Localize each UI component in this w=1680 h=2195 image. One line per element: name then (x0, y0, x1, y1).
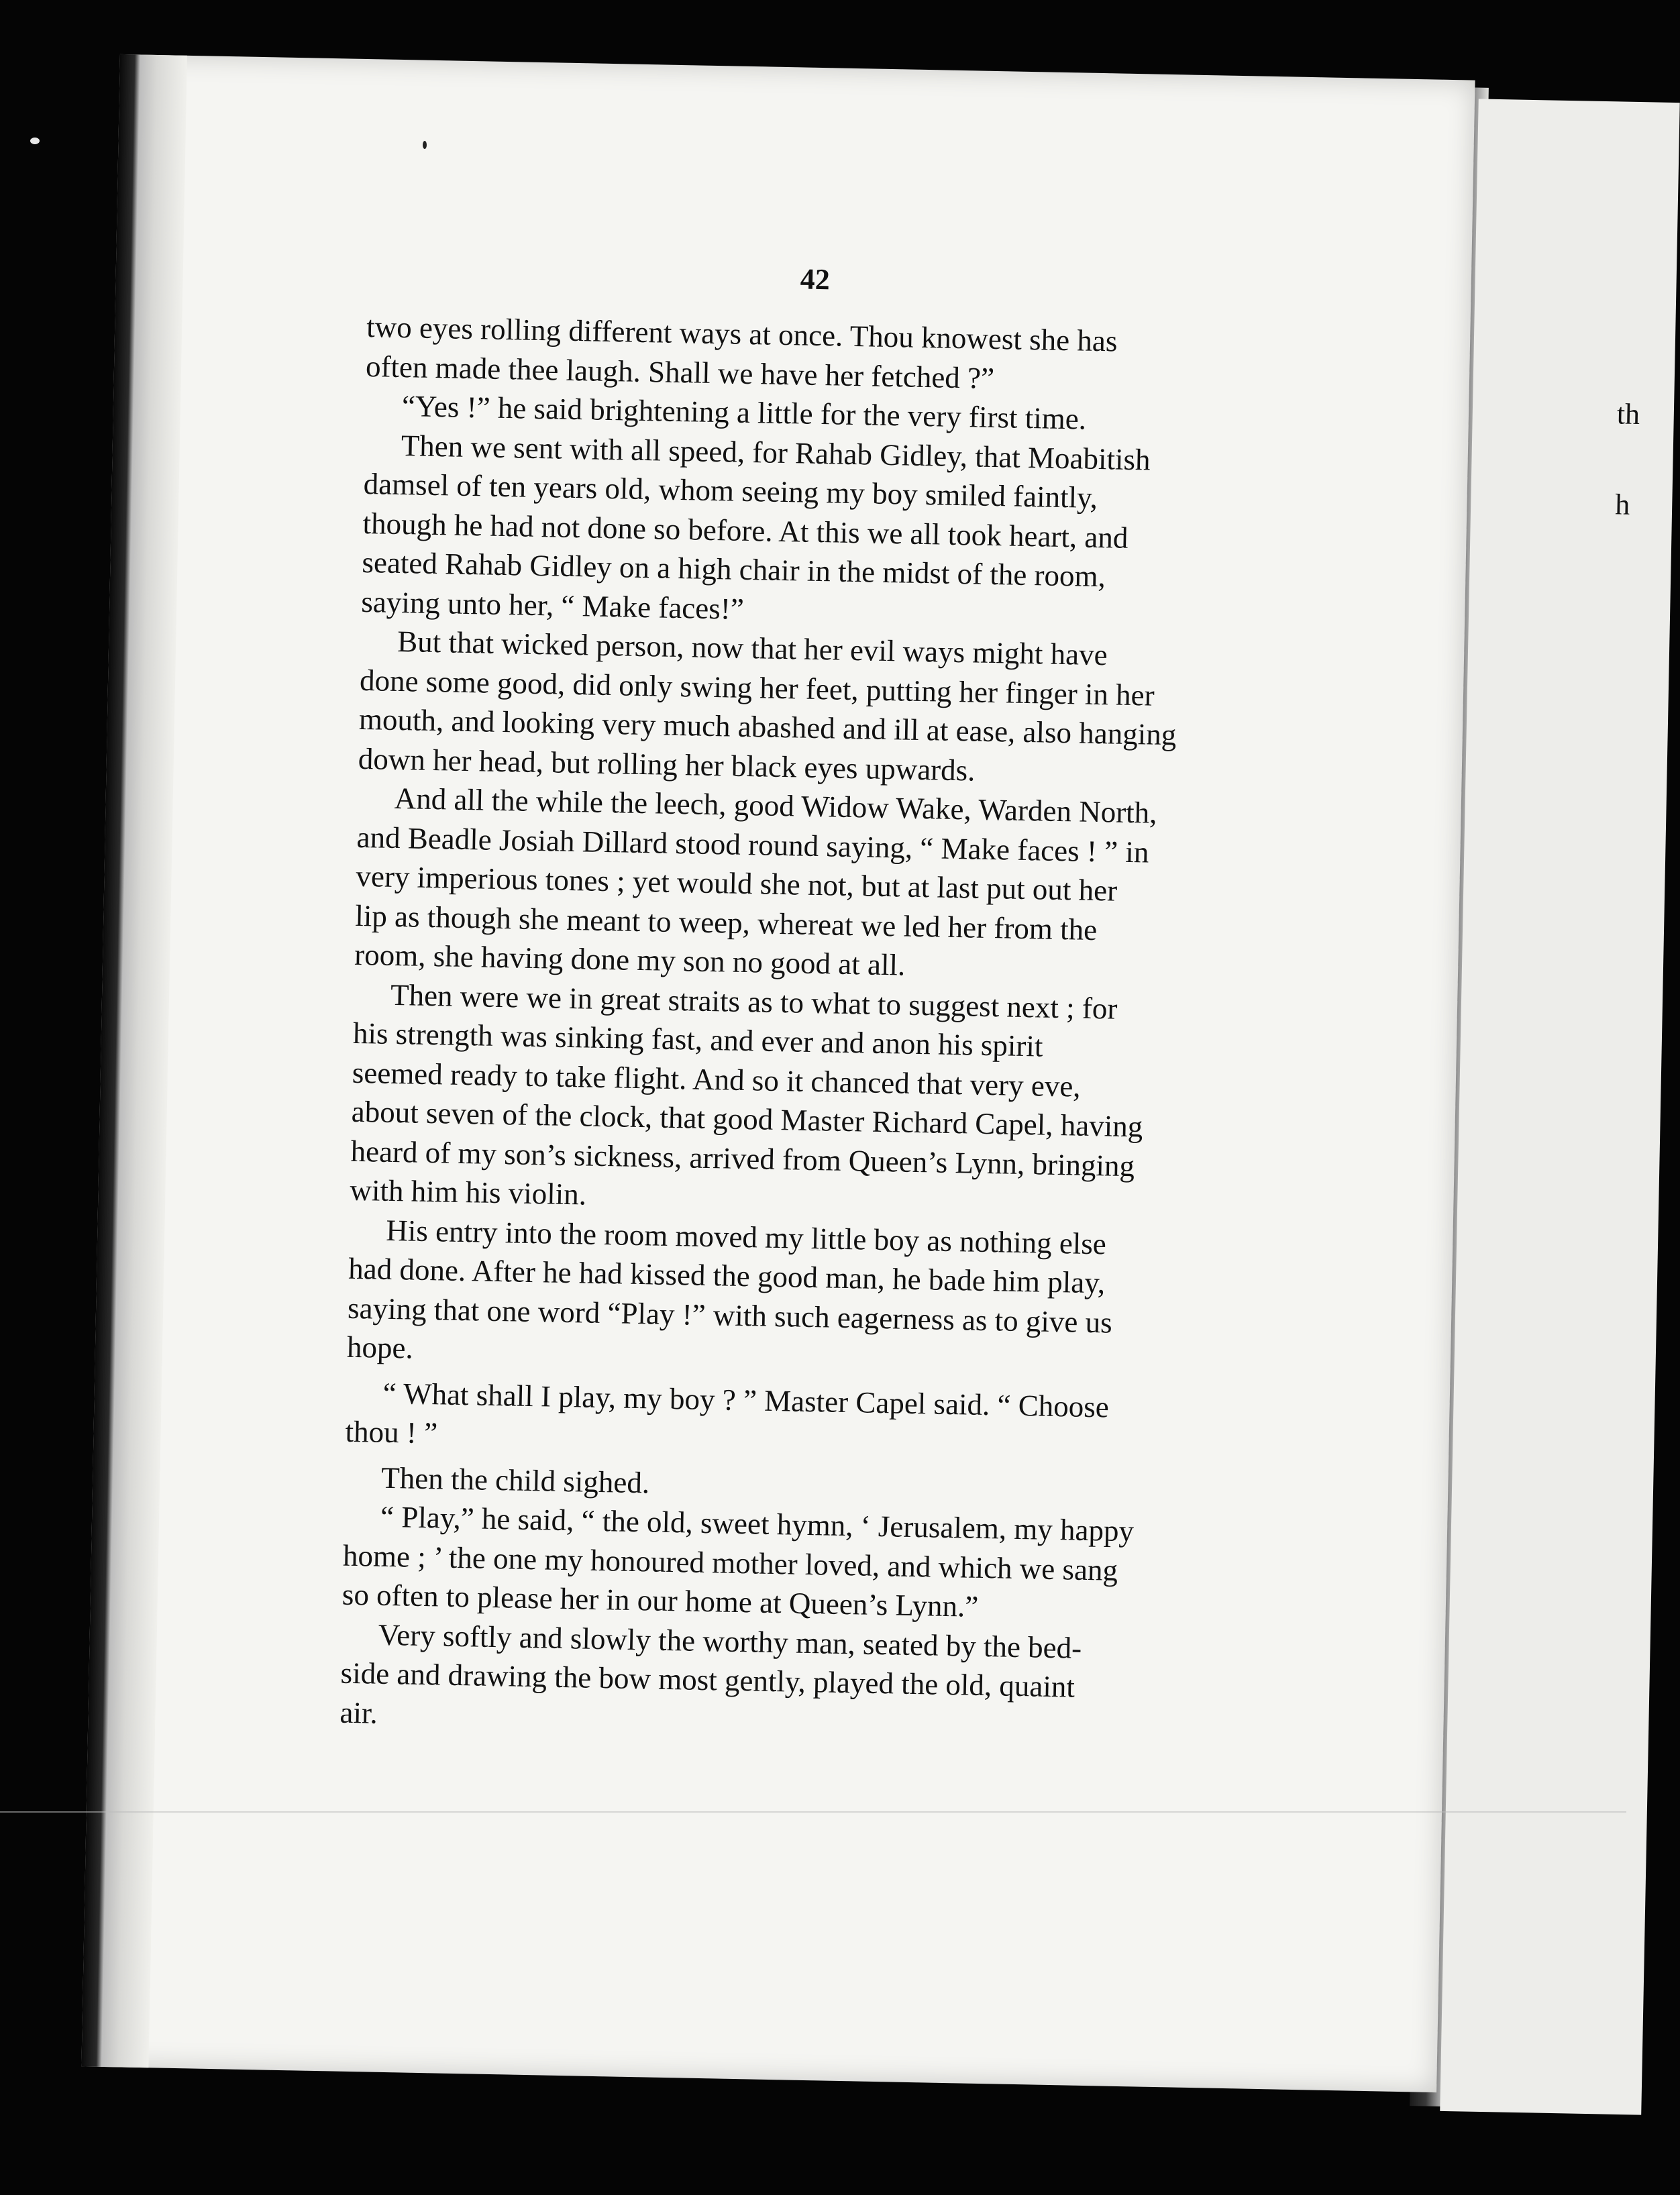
text-line: though he had not done so before. At this we all took heart, and (362, 506, 1128, 555)
text-line: very imperious tones ; yet would she not, but at last put out her (356, 859, 1118, 908)
facing-page-fragment: th (1616, 397, 1640, 431)
text-line: Then we sent with all speed, for Rahab Gidley, that Moabitish (401, 428, 1151, 476)
book-page (81, 54, 1475, 2092)
text-line: air. (339, 1695, 378, 1730)
facing-page-fragment: h (1614, 488, 1630, 521)
text-line: “ What shall I play, my boy ? ” Master Capel said. “ Choose (382, 1376, 1110, 1424)
text-line: lip as though she meant to weep, whereat we led her from the (354, 898, 1098, 947)
text-line: Very softly and slowly the worthy man, seated by the bed- (378, 1617, 1082, 1665)
text-line: so often to please her in our home at Queen’s Lynn.” (342, 1577, 979, 1623)
text-line: thou ! ” (345, 1414, 438, 1450)
text-line: had done. After he had kissed the good man, he bade him play, (348, 1251, 1106, 1300)
page-spine-edge (81, 54, 187, 2068)
text-line: side and drawing the bow most gently, played the old, quaint (340, 1656, 1075, 1704)
text-line: his strength was sinking fast, and ever and anon his spirit (352, 1016, 1043, 1063)
text-line: room, she having done my son no good at all. (354, 937, 906, 982)
page-number: 42 (800, 262, 831, 297)
scan-speck (30, 138, 40, 144)
text-line: done some good, did only swing her feet, putting her finger in her (359, 663, 1155, 712)
text-line: damsel of ten years old, whom seeing my boy smiled faintly, (363, 466, 1098, 515)
text-line: and Beadle Josiah Dillard stood round saying, “ Make faces ! ” in (356, 820, 1149, 869)
text-line: “ Play,” he said, “ the old, sweet hymn, ‘ Jerusalem, my happy (380, 1499, 1135, 1548)
text-line: saying unto her, “ Make faces!” (360, 584, 745, 626)
text-line: two eyes rolling different ways at once. Thou knowest she has (366, 310, 1118, 358)
text-line: “Yes !” he said brightening a little for the very first time. (401, 389, 1087, 436)
scan-artifact-line (0, 1811, 1626, 1813)
text-line: mouth, and looking very much abashed and ill at ease, also hanging (358, 702, 1177, 752)
text-line: And all the while the leech, good Widow Wake, Warden North, (394, 781, 1157, 830)
text-line: often made thee laugh. Shall we have her fetched ?” (365, 349, 995, 395)
text-line: saying that one word “Play !” with such eagerness as to give us (347, 1291, 1113, 1340)
text-line: home ; ’ the one my honoured mother loved, and which we sang (342, 1538, 1118, 1587)
text-line: heard of my son’s sickness, arrived from Queen’s Lynn, bringing (350, 1134, 1135, 1183)
scan-speck (423, 141, 427, 149)
text-line: Then the child sighed. (380, 1460, 650, 1499)
text-line: about seven of the clock, that good Master Richard Capel, having (351, 1094, 1143, 1144)
page-text (339, 307, 1333, 1750)
text-line: Then were we in great straits as to what to suggest next ; for (390, 977, 1118, 1026)
text-line: seated Rahab Gidley on a high chair in the midst of the room, (362, 545, 1106, 594)
text-line: His entry into the room moved my little boy as nothing else (385, 1213, 1107, 1261)
text-line: hope. (346, 1330, 414, 1365)
text-line: down her head, but rolling her black eyes upwards. (358, 741, 976, 788)
text-line: seemed ready to take flight. And so it chanced that very eve, (352, 1055, 1082, 1104)
text-line: But that wicked person, now that her evil ways might have (397, 624, 1108, 672)
text-line: with him his violin. (350, 1173, 587, 1212)
